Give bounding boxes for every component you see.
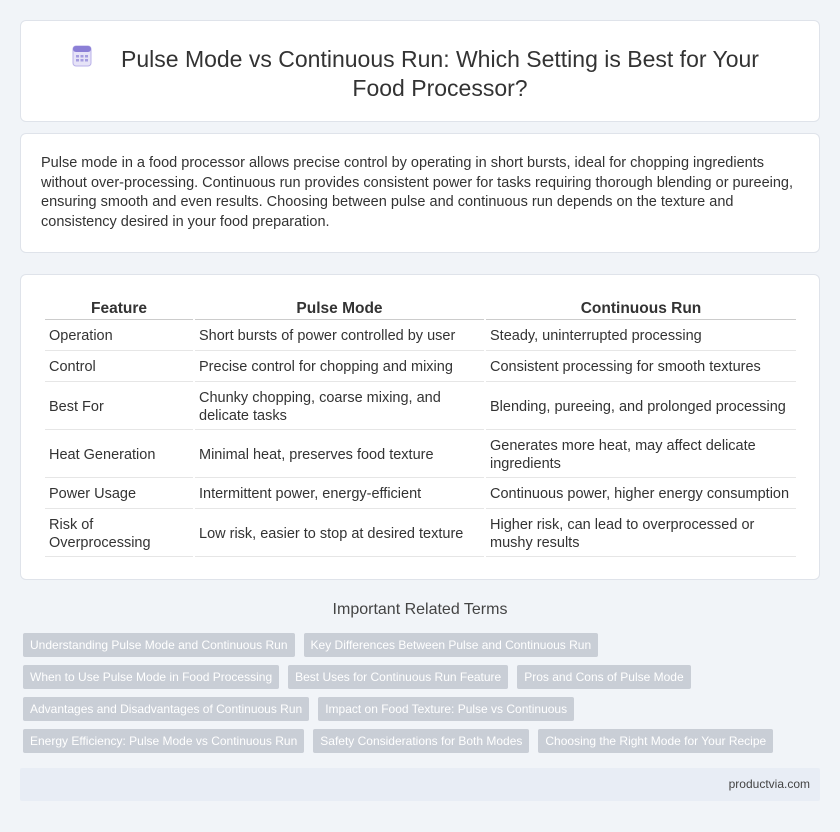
table-row — [45, 353, 796, 382]
related-term-tag[interactable]: Pros and Cons of Pulse Mode — [517, 665, 690, 689]
header-feature: Feature — [45, 297, 193, 320]
row-continuous-value: Generates more heat, may affect delicate ingredients — [486, 432, 796, 478]
row-pulse-value: Precise control for chopping and mixing — [195, 353, 484, 382]
comparison-card — [20, 274, 820, 580]
footer — [20, 768, 820, 801]
table-row — [45, 480, 796, 509]
related-term-tag[interactable]: Impact on Food Texture: Pulse vs Continuous — [318, 697, 574, 721]
related-term-tag[interactable]: Energy Efficiency: Pulse Mode vs Continuous Run — [23, 729, 304, 753]
related-term-tag[interactable]: Choosing the Right Mode for Your Recipe — [538, 729, 773, 753]
related-term-tag[interactable]: Understanding Pulse Mode and Continuous Run — [23, 633, 295, 657]
intro-paragraph: Pulse mode in a food processor allows precise control by operating in short bursts, ideal for chopping ingredients without over-processing. Continuous run provides consistent power for tasks requiring thorough blending or pureeing, ensuring smooth and even results. Choosing between pulse and continuous run depends on the texture and consistency desired in your food preparation. — [41, 155, 794, 230]
row-feature: Operation — [45, 322, 193, 351]
row-continuous-value: Higher risk, can lead to overprocessed or mushy results — [486, 511, 796, 557]
table-header-row — [45, 297, 796, 320]
row-pulse-value: Short bursts of power controlled by user — [195, 322, 484, 351]
table-row — [45, 432, 796, 478]
table-row — [45, 322, 796, 351]
comparison-table — [43, 295, 798, 559]
header-continuous-run: Continuous Run — [486, 297, 796, 320]
row-continuous-value: Steady, uninterrupted processing — [486, 322, 796, 351]
related-terms-heading: Important Related Terms — [332, 601, 508, 618]
related-term-tag[interactable]: When to Use Pulse Mode in Food Processing — [23, 665, 279, 689]
row-continuous-value: Blending, pureeing, and prolonged processing — [486, 384, 796, 430]
related-term-tag[interactable]: Best Uses for Continuous Run Feature — [288, 665, 508, 689]
row-feature: Power Usage — [45, 480, 193, 509]
header-pulse-mode: Pulse Mode — [195, 297, 484, 320]
intro-card — [20, 133, 820, 253]
row-continuous-value: Continuous power, higher energy consumption — [486, 480, 796, 509]
row-pulse-value: Minimal heat, preserves food texture — [195, 432, 484, 478]
row-feature: Heat Generation — [45, 432, 193, 478]
row-continuous-value: Consistent processing for smooth textures — [486, 353, 796, 382]
related-terms-list — [23, 633, 823, 761]
row-feature: Best For — [45, 384, 193, 430]
related-term-tag[interactable]: Key Differences Between Pulse and Continuous Run — [304, 633, 599, 657]
table-row — [45, 384, 796, 430]
title-card — [20, 20, 820, 122]
page-title: Pulse Mode vs Continuous Run: Which Setting is Best for Your Food Processor? — [121, 46, 759, 101]
row-pulse-value: Intermittent power, energy-efficient — [195, 480, 484, 509]
row-feature: Control — [45, 353, 193, 382]
table-row — [45, 511, 796, 557]
row-pulse-value: Low risk, easier to stop at desired texture — [195, 511, 484, 557]
footer-site-link[interactable]: productvia.com — [728, 777, 810, 791]
row-pulse-value: Chunky chopping, coarse mixing, and delicate tasks — [195, 384, 484, 430]
related-term-tag[interactable]: Advantages and Disadvantages of Continuous Run — [23, 697, 309, 721]
related-term-tag[interactable]: Safety Considerations for Both Modes — [313, 729, 529, 753]
row-feature: Risk of Overprocessing — [45, 511, 193, 557]
